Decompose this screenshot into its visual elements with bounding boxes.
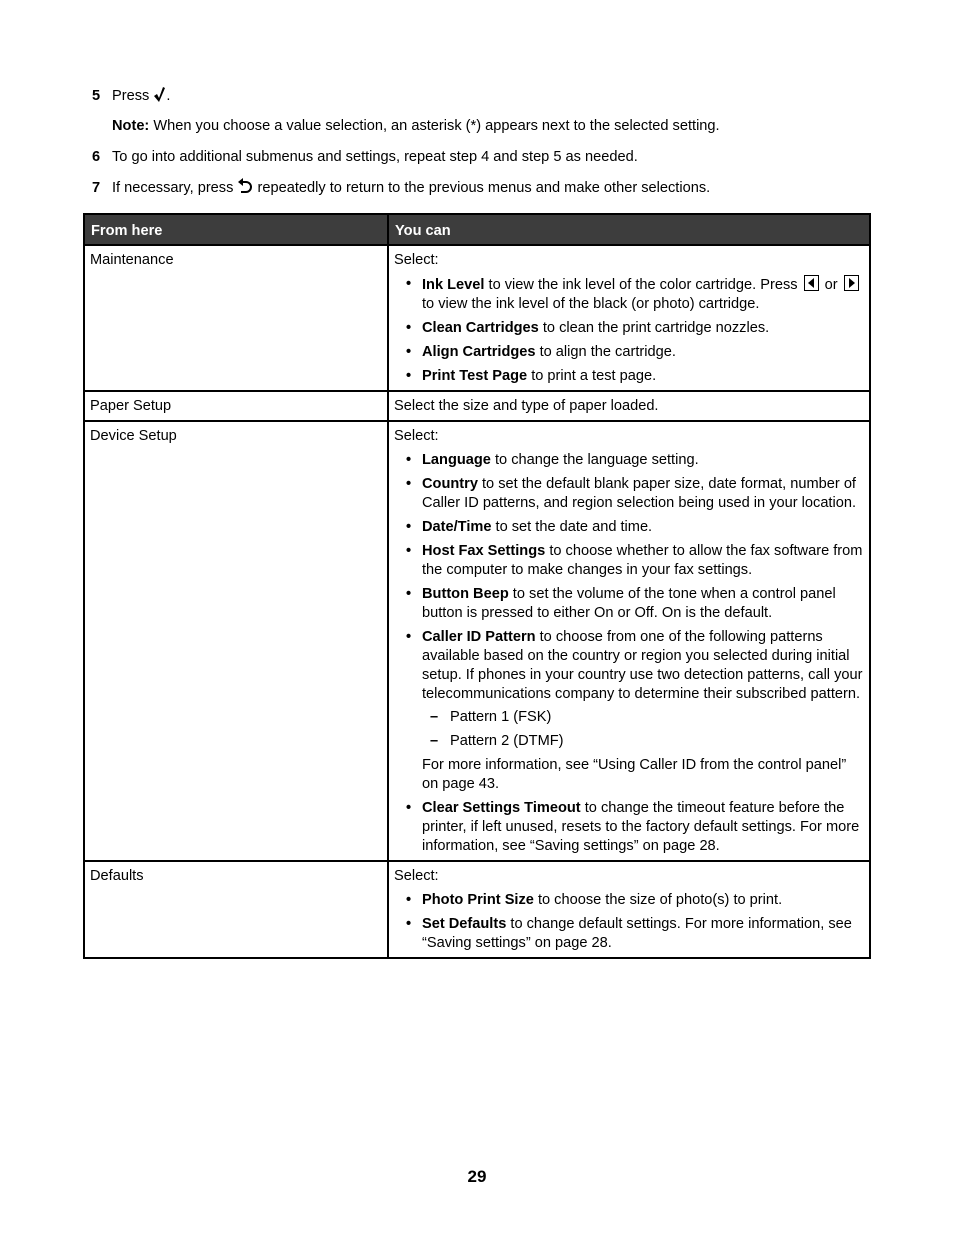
list-item: [394, 915, 864, 953]
select-label: Select:: [394, 428, 439, 444]
item-term: Button Beep: [422, 586, 509, 602]
item-text: to choose from one of the following patterns available based on the country or region you selected during initial setup. If phones in your country use two detection patterns, call your telecommunications company to determine their subscribed pattern.: [422, 629, 863, 702]
list-item: [394, 275, 864, 314]
row-content: [388, 421, 870, 861]
item-text: to set the date and time.: [491, 519, 653, 535]
list-item: [394, 518, 864, 537]
step-number: 5: [92, 88, 101, 104]
step-number: 6: [92, 149, 101, 165]
item-term: Ink Level: [422, 277, 485, 293]
list-item: [394, 542, 864, 580]
row-label: Maintenance: [84, 245, 388, 391]
menu-table: [83, 213, 871, 959]
item-term: Clear Settings Timeout: [422, 800, 581, 816]
item-term: Date/Time: [422, 519, 492, 535]
more-info-text: For more information, see “Using Caller ID from the control panel” on page 43.: [422, 757, 847, 792]
item-text: to change the timeout feature before the printer, if left unused, resets to the factory default settings. For more information, see “Saving settings” on page 28.: [422, 800, 860, 854]
select-label: Select:: [394, 252, 439, 268]
step-text: Press: [112, 88, 150, 104]
item-text: to set the default blank paper size, date format, number of Caller ID patterns, and region selection being used in your location.: [422, 476, 857, 511]
list-item: [394, 367, 864, 386]
right-arrow-button-icon: [844, 275, 859, 291]
step-6: [92, 147, 872, 167]
list-item: [394, 475, 864, 513]
item-term: Country: [422, 476, 478, 492]
item-text: to choose whether to allow the fax software from the computer to make changes in your fax settings.: [422, 543, 863, 578]
item-text: to choose the size of photo(s) to print.: [533, 892, 783, 908]
checkmark-icon: [153, 86, 166, 109]
instruction-steps: [92, 86, 872, 212]
row-content: [388, 245, 870, 391]
step-number: 7: [92, 180, 101, 196]
item-term: Clean Cartridges: [422, 320, 539, 336]
step-5: 5 Press .: [92, 86, 872, 109]
item-text: or: [820, 277, 842, 293]
list-item: [394, 585, 864, 623]
item-term: Align Cartridges: [422, 344, 536, 360]
item-text: to change the language setting.: [490, 452, 699, 468]
item-text: to view the ink level of the color cartridge. Press: [484, 277, 802, 293]
step-7: [92, 178, 872, 201]
item-term: Photo Print Size: [422, 892, 534, 908]
item-term: Language: [422, 452, 491, 468]
item-term: Caller ID Pattern: [422, 629, 536, 645]
sub-list-item: – Pattern 2 (DTMF): [422, 732, 864, 751]
item-term: Host Fax Settings: [422, 543, 546, 559]
row-label: Defaults: [84, 861, 388, 958]
item-text: to clean the print cartridge nozzles.: [538, 320, 770, 336]
header-you-can: You can: [388, 214, 870, 245]
table-row: [84, 391, 870, 421]
step-text-post: repeatedly to return to the previous menus and make other selections.: [257, 180, 711, 196]
note-text: When you choose a value selection, an asterisk (*) appears next to the selected setting.: [153, 118, 720, 134]
table-header-row: [84, 214, 870, 245]
item-text: to set the volume of the tone when a control panel button is pressed to either On or Off. On is the default.: [422, 586, 836, 621]
header-from-here: From here: [84, 214, 388, 245]
list-item: [394, 319, 864, 338]
table-row: [84, 421, 870, 861]
step-text-pre: If necessary, press: [112, 180, 234, 196]
item-text: to print a test page.: [527, 368, 657, 384]
item-text: to change default settings. For more information, see “Saving settings” on page 28.: [422, 916, 852, 951]
page-number: 29: [467, 1167, 487, 1186]
row-content: Select the size and type of paper loaded.: [388, 391, 870, 421]
list-item: [394, 343, 864, 362]
list-item: [394, 628, 864, 794]
left-arrow-button-icon: [804, 275, 819, 291]
row-label: Device Setup: [84, 421, 388, 861]
list-item: [394, 799, 864, 856]
select-label: Select:: [394, 868, 439, 884]
sub-list: [422, 708, 864, 751]
item-term: Set Defaults: [422, 916, 507, 932]
item-text: to align the cartridge.: [535, 344, 676, 360]
note-label: Note:: [112, 118, 150, 134]
step-text: To go into additional submenus and settings, repeat step 4 and step 5 as needed.: [112, 149, 638, 165]
list-item: [394, 891, 864, 910]
sub-list-item: – Pattern 1 (FSK): [422, 708, 864, 727]
table-row: [84, 861, 870, 958]
table-row: [84, 245, 870, 391]
item-text: to view the ink level of the black (or photo) cartridge.: [422, 296, 760, 312]
list-item: [394, 451, 864, 470]
note: [92, 116, 872, 136]
back-arrow-icon: [237, 178, 253, 201]
item-term: Print Test Page: [422, 368, 528, 384]
row-content: [388, 861, 870, 958]
row-label: Paper Setup: [84, 391, 388, 421]
